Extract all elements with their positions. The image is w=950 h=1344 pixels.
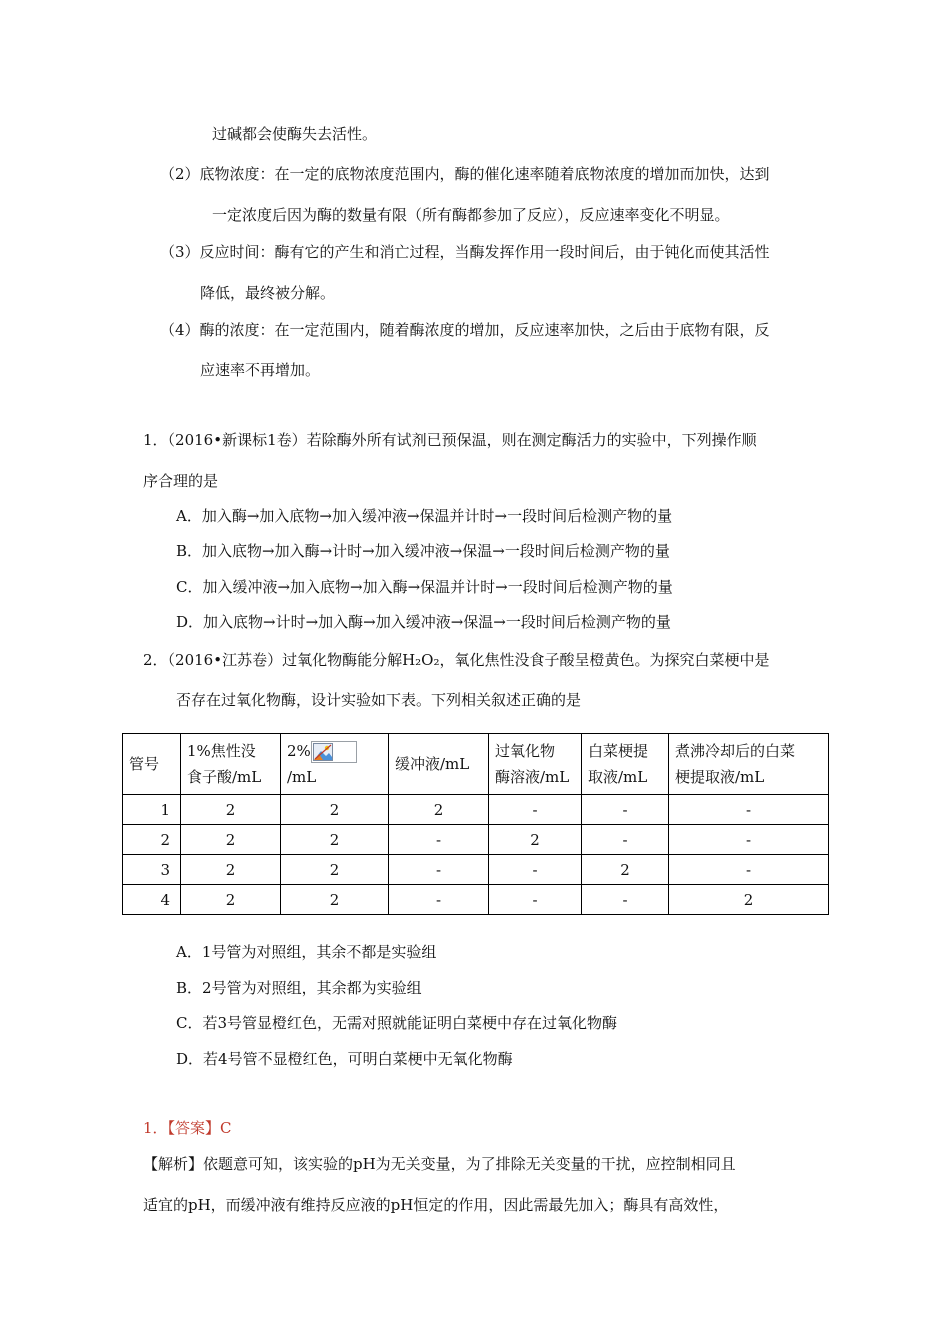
question-2-option-b: B．2号管为对照组，其余都为实验组 <box>176 979 422 997</box>
header-tube-number: 管号 <box>123 734 181 795</box>
answer-explanation: 【解析】依题意可知，该实验的pH为无关变量，为了排除无关变量的干扰，应控制相同且 <box>143 1155 736 1173</box>
question-2-option-a: A．1号管为对照组，其余不都是实验组 <box>176 943 437 961</box>
note-item-4-cont: 应速率不再增加。 <box>200 361 321 379</box>
table-cell: - <box>489 855 582 885</box>
table-cell: 2 <box>281 885 389 915</box>
table-cell: 2 <box>181 825 281 855</box>
answer-explanation-cont: 适宜的pH，而缓冲液有维持反应液的pH恒定的作用，因此需最先加入；酶具有高效性， <box>143 1196 729 1214</box>
table-header-row <box>123 734 829 795</box>
table-row <box>123 825 829 855</box>
table-cell: 2 <box>123 825 181 855</box>
table-cell: - <box>669 825 829 855</box>
table-row <box>123 885 829 915</box>
header-peroxidase-line1: 过氧化物 <box>495 742 556 760</box>
table-cell: - <box>669 855 829 885</box>
question-1-option-b: B．加入底物→加入酶→计时→加入缓冲液→保温→一段时间后检测产物的量 <box>176 542 670 560</box>
table-cell: 2 <box>281 795 389 825</box>
table-cell: 2 <box>181 855 281 885</box>
table-cell: 2 <box>281 825 389 855</box>
table-cell: - <box>582 825 669 855</box>
header-h2o2-prefix: 2% <box>287 742 311 760</box>
header-pyrogallol <box>181 734 281 795</box>
table-cell: - <box>489 885 582 915</box>
table-row <box>123 855 829 885</box>
table-cell: 2 <box>181 795 281 825</box>
table-cell: - <box>582 885 669 915</box>
table-cell: 2 <box>181 885 281 915</box>
question-2-stem: 2．（2016•江苏卷）过氧化物酶能分解H₂O₂，氧化焦性没食子酸呈橙黄色。为探究白菜梗中是 <box>143 651 770 669</box>
table-cell: - <box>669 795 829 825</box>
answer-label: 1．【答案】C <box>143 1119 232 1137</box>
table-cell: - <box>389 825 489 855</box>
table-cell: 2 <box>582 855 669 885</box>
note-line: 过碱都会使酶失去活性。 <box>212 125 378 143</box>
header-boiled-extract <box>669 734 829 795</box>
note-item-2: （2）底物浓度：在一定的底物浓度范围内，酶的催化速率随着底物浓度的增加而加快，达到 <box>160 165 770 183</box>
note-item-3-cont: 降低，最终被分解。 <box>200 284 336 302</box>
question-2-option-c: C．若3号管显橙红色，无需对照就能证明白菜梗中存在过氧化物酶 <box>176 1014 618 1032</box>
table-cell: 2 <box>489 825 582 855</box>
question-2-option-d: D．若4号管不显橙红色，可明白菜梗中无氧化物酶 <box>176 1050 513 1068</box>
table-cell: 1 <box>123 795 181 825</box>
table-row <box>123 795 829 825</box>
table-cell: - <box>389 855 489 885</box>
header-h2o2 <box>281 734 389 795</box>
table-cell: - <box>489 795 582 825</box>
table-cell: - <box>389 885 489 915</box>
table-cell: 4 <box>123 885 181 915</box>
note-item-4: （4）酶的浓度：在一定范围内，随着酶浓度的增加，反应速率加快，之后由于底物有限，反 <box>160 321 770 339</box>
header-buffer: 缓冲液/mL <box>389 734 489 795</box>
table-cell: 2 <box>281 855 389 885</box>
note-item-3: （3）反应时间：酶有它的产生和消亡过程，当酶发挥作用一段时间后，由于钝化而使其活性 <box>160 243 770 261</box>
question-1-stem-cont: 序合理的是 <box>143 472 219 490</box>
header-peroxidase-line2: 酶溶液/mL <box>495 768 570 786</box>
table-cell: 2 <box>669 885 829 915</box>
header-cabbage-extract <box>582 734 669 795</box>
note-item-2-cont: 一定浓度后因为酶的数量有限（所有酶都参加了反应），反应速率变化不明显。 <box>212 206 730 224</box>
header-peroxidase <box>489 734 582 795</box>
table-cell: 3 <box>123 855 181 885</box>
header-boiled-extract-line1: 煮沸冷却后的白菜 <box>675 742 796 760</box>
question-2-stem-cont: 否存在过氧化物酶，设计实验如下表。下列相关叙述正确的是 <box>176 691 582 709</box>
question-1-option-a: A．加入酶→加入底物→加入缓冲液→保温并计时→一段时间后检测产物的量 <box>176 507 673 525</box>
header-h2o2-unit: /mL <box>287 768 317 786</box>
table-cell: 2 <box>389 795 489 825</box>
question-1-stem: 1．（2016•新课标1卷）若除酶外所有试剂已预保温，则在测定酶活力的实验中，下列操作顺 <box>143 431 757 449</box>
table-cell: - <box>582 795 669 825</box>
header-cabbage-extract-line2: 取液/mL <box>588 768 648 786</box>
header-cabbage-extract-line1: 白菜梗提 <box>588 742 649 760</box>
question-1-option-d: D．加入底物→计时→加入酶→加入缓冲液→保温→一段时间后检测产物的量 <box>176 613 671 631</box>
image-placeholder-icon <box>313 743 333 761</box>
header-pyrogallol-line1: 1%焦性没 <box>187 742 256 760</box>
question-1-option-c: C．加入缓冲液→加入底物→加入酶→保温并计时→一段时间后检测产物的量 <box>176 578 673 596</box>
broken-image-icon <box>311 741 357 763</box>
experiment-table <box>122 733 829 915</box>
header-pyrogallol-line2: 食子酸/mL <box>187 768 262 786</box>
header-boiled-extract-line2: 梗提取液/mL <box>675 768 765 786</box>
